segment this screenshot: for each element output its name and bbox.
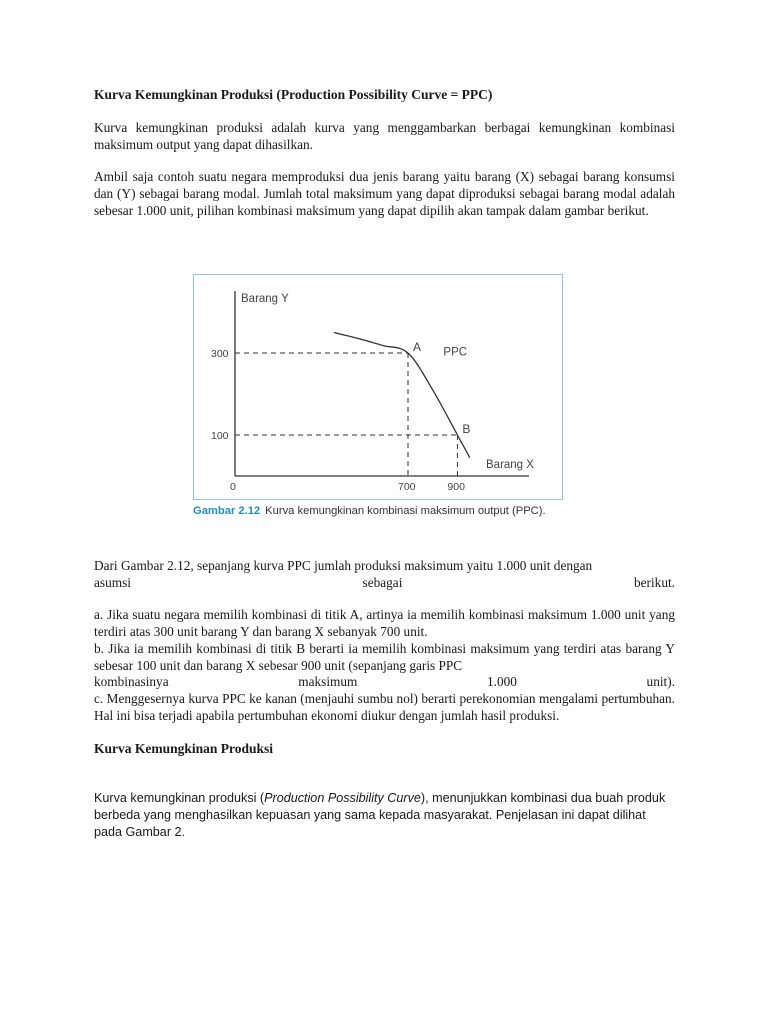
closing-text-italic: Production Possibility Curve [264, 791, 421, 806]
upper-text [94, 86, 675, 220]
example-paragraph: Ambil saja contoh suatu negara memproduksi dua jenis barang yaitu barang (X) sebagai barang konsumsi dan (Y) sebagai barang modal. Jumlah total maksimum yang dapat diproduksi sebagai barang modal adalah sebesar 1.000 unit, pilihan kombinasi maksimum yang dapat dipilih akan tampak dalam gambar berikut. [94, 169, 675, 218]
item-a: a. Jika suatu negara memilih kombinasi di titik A, artinya ia memilih kombinasi maksimum 1.000 unit yang terdiri atas 300 unit barang Y dan barang X sebanyak 700 unit. [94, 607, 675, 640]
origin-label: 0 [230, 481, 236, 493]
figure-caption-text: Kurva kemungkinan kombinasi maksimum output (PPC). [265, 505, 546, 517]
closing-text-before: Kurva kemungkinan produksi ( [94, 791, 265, 806]
figure-caption-label: Gambar 2.12 [193, 505, 261, 517]
x-axis-label: Barang X [486, 459, 534, 471]
item-b-tail: kombinasinya maksimum 1.000 unit). [94, 674, 675, 690]
y-axis-label: Barang Y [241, 293, 289, 305]
intro-line-2: asumsi sebagai berikut. [94, 574, 675, 590]
x-tick-label: 700 [398, 481, 416, 493]
point-label-a: A [413, 340, 422, 354]
ppc-figure [193, 274, 563, 500]
y-tick-label: 300 [211, 348, 229, 360]
closing-text-after: ), menunjukkan kombinasi dua buah produk berbeda yang menghasilkan kepuasan yang sama kepada masyarakat. Penjelasan ini dapat dilihat pada Gambar 2. [94, 791, 666, 840]
figure-caption [193, 505, 546, 517]
closing-paragraph [94, 790, 675, 841]
point-label-b: B [462, 422, 471, 436]
section-title-kkp: Kurva Kemungkinan Produksi [94, 741, 274, 757]
ppc-chart [194, 275, 562, 499]
section-title-ppc: Kurva Kemungkinan Produksi (Production Possibility Curve = PPC) [94, 87, 493, 102]
x-tick-label: 900 [447, 481, 465, 493]
definition-paragraph: Kurva kemungkinan produksi adalah kurva yang menggambarkan berbagai kemungkinan kombinasi maksimum output yang dapat dihasilkan. [94, 120, 675, 152]
item-b: b. Jika ia memilih kombinasi di titik B berarti ia memilih kombinasi maksimum yang terdiri atas barang Y sebesar 100 unit dan barang X sebesar 900 unit (sepanjang garis PPC [94, 640, 675, 673]
lower-text [94, 558, 675, 841]
item-c: c. Menggesernya kurva PPC ke kanan (menjauhi sumbu nol) berarti perekonomian mengalami pertumbuhan. Hal ini bisa terjadi apabila pertumbuhan ekonomi diukur dengan jumlah hasil produksi. [94, 690, 675, 723]
intro-line-1: Dari Gambar 2.12, sepanjang kurva PPC jumlah produksi maksimum yaitu 1.000 unit dengan [94, 558, 593, 573]
y-tick-label: 100 [211, 430, 229, 442]
series-label-ppc: PPC [443, 346, 468, 359]
